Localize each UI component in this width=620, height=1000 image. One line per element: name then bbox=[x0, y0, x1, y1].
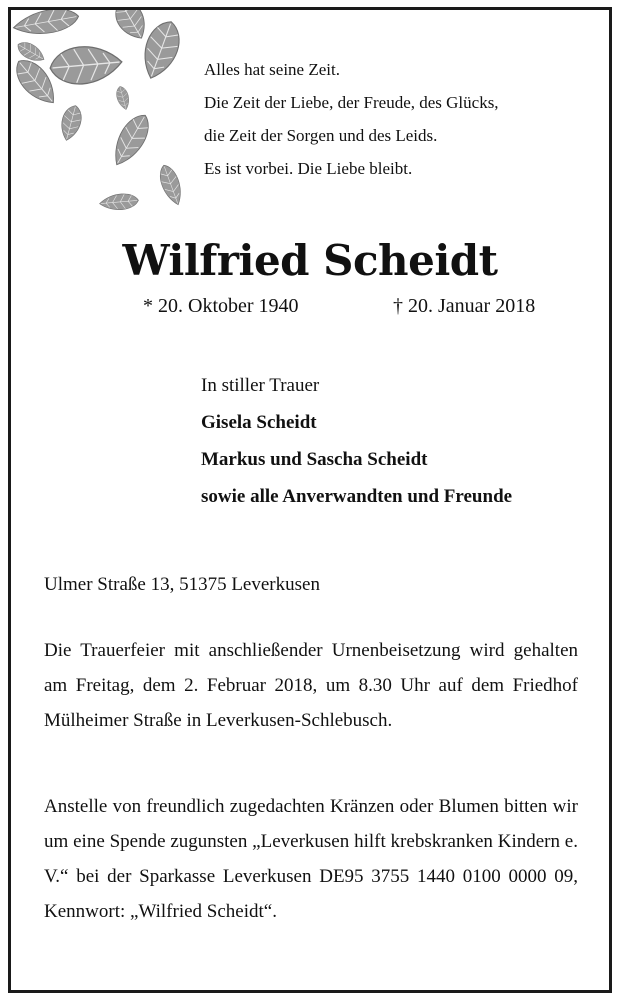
poem-line: die Zeit der Sorgen und des Leids. bbox=[204, 126, 438, 145]
deceased-name: Wilfried Scheidt bbox=[122, 236, 498, 285]
poem-line: Die Zeit der Liebe, der Freude, des Glücks, bbox=[204, 93, 499, 112]
obituary-frame bbox=[8, 7, 612, 993]
mourning-intro: In stiller Trauer bbox=[201, 375, 320, 396]
funeral-info-paragraph: Die Trauerfeier mit anschließender Urnenbeisetzung wird gehalten am Freitag, dem 2. Februar 2018, um 8.30 Uhr auf dem Friedhof Mülheimer Straße in Leverkusen-Schlebusch. bbox=[44, 640, 578, 731]
death-date: † 20. Januar 2018 bbox=[393, 295, 536, 317]
donation-paragraph: Anstelle von freundlich zugedachten Kränzen oder Blumen bitten wir um eine Spende zugunsten „Leverkusen hilft krebskranken Kindern e. V.“ bei der Sparkasse Leverkusen DE95 3755 1440 0100 0000 09, Kennwort: „Wilfried Scheidt“. bbox=[44, 796, 578, 922]
mourners-block bbox=[201, 368, 512, 515]
mourner-name: Markus und Sascha Scheidt bbox=[201, 449, 428, 470]
address: Ulmer Straße 13, 51375 Leverkusen bbox=[44, 574, 320, 595]
mourner-name: sowie alle Anverwandten und Freunde bbox=[201, 486, 513, 507]
birth-date: * 20. Oktober 1940 bbox=[143, 295, 299, 317]
poem bbox=[204, 53, 594, 185]
poem-line: Es ist vorbei. Die Liebe bleibt. bbox=[204, 159, 413, 178]
poem-line: Alles hat seine Zeit. bbox=[204, 60, 340, 79]
mourner-name: Gisela Scheidt bbox=[201, 412, 317, 433]
leaves-icon bbox=[11, 10, 211, 230]
